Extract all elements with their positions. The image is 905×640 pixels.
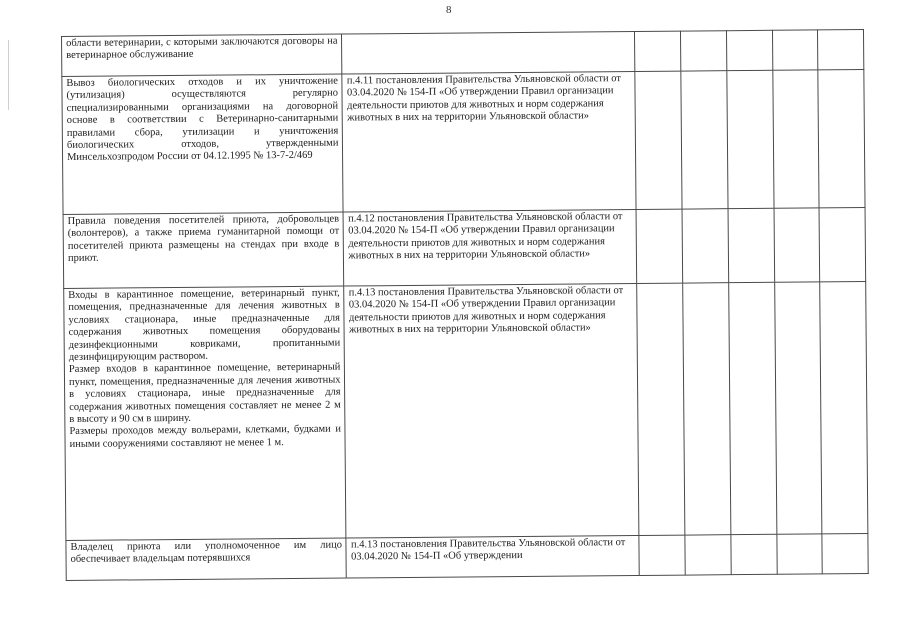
check-cell bbox=[772, 30, 818, 70]
reference-text: п.4.12 постановления Правительства Ульяновской области от 03.04.2020 № 154-П «Об утверждении Правил организации деятельности приютов для животных и норм содержания животных в них на территории Ульяновской области» bbox=[348, 211, 623, 262]
reference-cell bbox=[344, 209, 638, 286]
check-cell bbox=[818, 29, 864, 69]
check-cell bbox=[822, 533, 868, 573]
table-row bbox=[62, 69, 865, 214]
requirement-text: Вывоз биологических отходов и их уничтожение (утилизация) осуществляются регулярно специализированными организациями на договорной основе в соответствии с Ветеринарно-санитарными правилами сбора, утилизации и уничтожения биологических отходов, утвержденными Минсельхозпродом России от 04.12.1995 № 13-7-2/469 bbox=[66, 75, 339, 164]
reference-cell bbox=[342, 71, 636, 212]
check-cell bbox=[683, 283, 731, 535]
check-cell bbox=[681, 31, 727, 71]
requirement-cell bbox=[62, 34, 343, 76]
table-row bbox=[62, 29, 864, 76]
requirement-cell bbox=[64, 286, 347, 540]
check-cell bbox=[776, 534, 822, 574]
check-cell bbox=[639, 535, 685, 575]
requirement-text: Размеры проходов между вольерами, клетками, будками и иными сооружениями составляют не менее 1 м. bbox=[69, 424, 341, 450]
check-cell bbox=[772, 70, 819, 208]
requirement-cell bbox=[63, 212, 344, 288]
check-cell bbox=[774, 282, 822, 534]
requirement-text: Правила поведения посетителей приюта, добровольцев (волонтеров), а также приема гуманитарной помощи от посетителей приюта размещены на стендах при входе в приют. bbox=[67, 213, 340, 265]
check-cell bbox=[637, 283, 685, 535]
check-cell bbox=[726, 30, 772, 70]
requirements-table bbox=[61, 29, 869, 581]
check-cell bbox=[728, 208, 774, 282]
reference-text: п.4.13 постановления Правительства Ульяновской области от 03.04.2020 № 154-П «Об утверждении Правил организации деятельности приютов для животных и норм содержания животных в них на территории Ульяновской области» bbox=[348, 285, 624, 336]
reference-cell bbox=[342, 31, 635, 74]
requirement-cell bbox=[66, 538, 347, 580]
check-cell bbox=[729, 282, 777, 534]
check-cell bbox=[731, 534, 777, 574]
reference-cell bbox=[344, 283, 639, 538]
check-cell bbox=[682, 209, 728, 283]
check-cell bbox=[635, 31, 681, 71]
check-cell bbox=[685, 535, 731, 575]
check-cell bbox=[820, 281, 868, 533]
table-row bbox=[66, 533, 868, 580]
requirement-cell bbox=[62, 74, 344, 214]
check-cell bbox=[818, 69, 865, 207]
requirement-text: Размер входов в карантинное помещение, ветеринарный пункт, помещения, предназначенные для лечения животных в условиях стационара, иные предназначенные для содержания животных помещения составляет не менее 2 м в высоту и 90 см в ширину. bbox=[68, 362, 341, 426]
scan-edge-mark bbox=[8, 40, 9, 110]
reference-text: п.4.13 постановления Правительства Ульяновской области от 03.04.2020 № 154-П «Об утверждении bbox=[350, 537, 626, 563]
reference-text: п.4.11 постановления Правительства Ульяновской области от 03.04.2020 № 154-П «Об утверждении Правил организации деятельности приютов для животных и норм содержания животных в них на территории Ульяновской области» bbox=[346, 73, 621, 124]
requirement-text: области ветеринарии, с которыми заключаются договоры на ветеринарное обслуживание bbox=[66, 35, 338, 62]
table-row bbox=[64, 281, 868, 540]
check-cell bbox=[636, 209, 682, 283]
check-cell bbox=[774, 208, 820, 282]
page-number: 8 bbox=[446, 4, 452, 16]
check-cell bbox=[727, 70, 774, 208]
check-cell bbox=[681, 71, 728, 209]
reference-cell bbox=[346, 535, 639, 578]
requirement-text: Входы в карантинное помещение, ветеринарный пункт, помещения, предназначенные для лечения животных в условиях стационара, иные предназначенные для содержания животных помещения оборудованы дезинфекционными ковриками, пропитанными дезинфицирующим раствором. bbox=[68, 287, 341, 363]
table-row bbox=[63, 207, 866, 288]
check-cell bbox=[819, 207, 865, 281]
check-cell bbox=[635, 71, 682, 209]
requirement-text: Владелец приюта или уполномоченное им лицо обеспечивает владельцам потерявшихся bbox=[70, 539, 342, 566]
reference-text bbox=[346, 33, 630, 35]
